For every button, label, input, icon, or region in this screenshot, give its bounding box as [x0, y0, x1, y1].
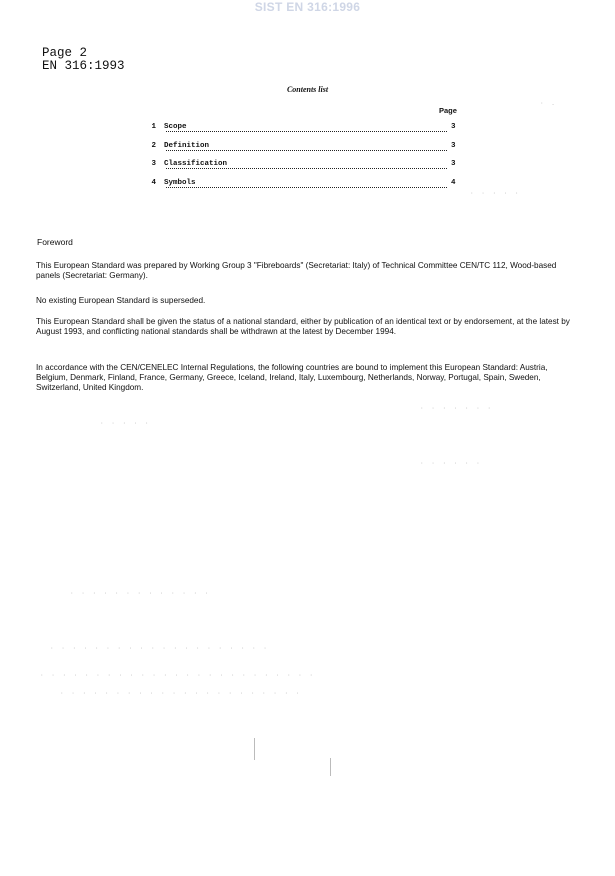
toc-entry-page: 3: [451, 142, 456, 150]
toc-entry-label: Classification: [164, 160, 228, 168]
toc-leader-dots: [166, 125, 447, 132]
scan-artifact-line: [330, 758, 331, 776]
toc-entry-number: 2: [151, 142, 156, 150]
toc-entry-classification[interactable]: [146, 160, 461, 171]
toc-leader-dots: [166, 181, 447, 188]
document-watermark: SIST EN 316:1996: [254, 0, 361, 14]
toc-entry-number: 1: [151, 123, 156, 131]
page-number: Page 2: [42, 46, 88, 60]
toc-entry-symbols[interactable]: [146, 179, 461, 190]
scan-artifact: · · · · ·: [470, 190, 521, 197]
toc-entry-label: Scope: [164, 123, 187, 131]
contents-page-column-heading: Page: [439, 106, 457, 115]
scan-artifact: · · · · · ·: [420, 460, 482, 467]
toc-entry-page: 4: [451, 179, 456, 187]
foreword-paragraph-preparation: This European Standard was prepared by Working Group 3 "Fibreboards" (Secretariat: Italy) of Technical Committee CEN/TC 112, Wood-based panels (Secretariat: Germany).: [36, 261, 557, 280]
document-id: EN 316:1993: [42, 59, 125, 73]
toc-entry-definition[interactable]: [146, 142, 461, 153]
toc-entry-label: Definition: [164, 142, 210, 150]
scan-artifact-line: [254, 738, 255, 760]
foreword-paragraph-status: This European Standard shall be given the status of a national standard, either by publication of an identical text or by endorsement, at the latest by August 1993, and conflicting national standards shall be withdrawn at the latest by December 1994.: [36, 317, 570, 336]
toc-entry-page: 3: [451, 123, 456, 131]
scan-artifact: · .: [540, 100, 557, 107]
toc-entry-label: Symbols: [164, 179, 196, 187]
page-header: [42, 47, 125, 73]
toc-entry-number: 4: [151, 179, 156, 187]
scan-artifact: · · · · · · · · · · · · · · · · · · · · · · · · ·: [40, 672, 316, 679]
scan-artifact: · · · · · · · · · · · · ·: [70, 590, 211, 597]
foreword-paragraph-supersede: No existing European Standard is superseded.: [36, 296, 206, 305]
scan-artifact: · · · · · · ·: [420, 405, 493, 412]
toc-entry-number: 3: [151, 160, 156, 168]
toc-entry-page: 3: [451, 160, 456, 168]
scan-artifact: · · · · ·: [100, 420, 151, 427]
scan-artifact: · · · · · · · · · · · · · · · · · · · · · ·: [60, 690, 302, 697]
contents-title: Contents list: [286, 85, 329, 94]
foreword-heading: Foreword: [37, 237, 73, 247]
foreword-paragraph-regulations: In accordance with the CEN/CENELEC Internal Regulations, the following countries are bound to implement this European Standard: Austria, Belgium, Denmark, Finland, France, Germany, Greece, Iceland, Ireland, Italy, Luxembourg, Netherlands, Norway, Portugal, Spain, Sweden, Switzerland, United Kingdom.: [36, 363, 548, 392]
toc-entry-scope[interactable]: [146, 123, 461, 134]
scan-artifact: · · · · · · · · · · · · · · · · · · · ·: [50, 645, 269, 652]
